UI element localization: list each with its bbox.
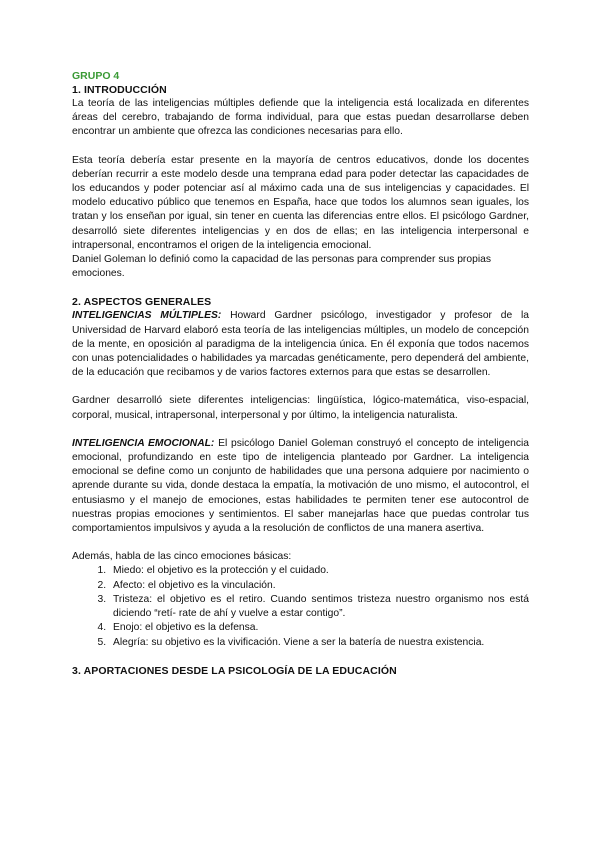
multiple-intelligences-text: Howard Gardner psicólogo, investigador y profesor de la Universidad de Harvard elaboró esta teoría de las inteligencias múltiples, un modelo de concepción de la mente, en oposición al paradigma de la inteligencia única. En él exponía que todos nacemos con unas potencialidades o habilidades ya marcadas genéticamente, pero dependerá del ambiente, de la educación que recibamos y de varios factores externos para que estas se desarrollen. xyxy=(72,310,529,379)
multiple-intelligences-term: INTELIGENCIAS MÚLTIPLES: xyxy=(72,310,222,322)
list-item: 2. Afecto: el objetivo es la vinculación. xyxy=(109,579,529,593)
spacer xyxy=(72,380,529,394)
spacer xyxy=(72,650,529,664)
list-item: 4. Enojo: el objetivo es la defensa. xyxy=(109,621,529,635)
multiple-intelligences-paragraph xyxy=(72,309,529,380)
emotions-intro: Además, habla de las cinco emociones básicas: xyxy=(72,551,292,563)
list-item: 1. Miedo: el objetivo es la protección y el cuidado. xyxy=(109,564,529,578)
spacer xyxy=(72,536,529,550)
list-item: 3. Tristeza: el objetivo es el retiro. Cuando sentimos tristeza nuestro organismo nos está diciendo “retí- rate de ahí y vuelve a estar contigo”. xyxy=(109,593,529,621)
emotions-list xyxy=(72,564,529,649)
contributions-heading: 3. APORTACIONES DESDE LA PSICOLOGÍA DE LA EDUCACIÓN xyxy=(72,664,397,677)
general-heading: 2. ASPECTOS GENERALES xyxy=(72,296,212,309)
gardner-paragraph: Gardner desarrolló siete diferentes inteligencias: lingüística, lógico-matemática, viso-espacial, corporal, musical, intrapersonal, interpersonal y por último, la inteligencia naturalista. xyxy=(72,395,529,421)
emotional-intelligence-paragraph xyxy=(72,437,529,536)
spacer xyxy=(72,140,529,154)
group-label: GRUPO 4 xyxy=(72,70,120,82)
intro-heading: 1. INTRODUCCIÓN xyxy=(72,84,167,96)
intro-paragraph-3: Daniel Goleman lo definió como la capacidad de las personas para comprender sus propias emociones. xyxy=(72,254,491,280)
list-item: 5. Alegría: su objetivo es la vivificación. Viene a ser la batería de nuestra existencia. xyxy=(109,636,529,650)
intro-paragraph-2: Esta teoría debería estar presente en la mayoría de centros educativos, donde los docentes deberían recurrir a este modelo desde una temprana edad para poder detectar las capacidades de los educandos y poder potenciar así al máximo cada una de sus inteligencias y capacidades. El modelo educativo público que tenemos en España, hace que todos los alumnos sean iguales, los tratan y los enseñan por igual, sin tener en cuenta las diferencias entre ellos. El psicólogo Gardner, desarrolló siete diferentes inteligencias y en dos de ellas; en las inteligencia interpersonal e intrapersonal, encontramos el origen de la inteligencia emocional. xyxy=(72,154,529,251)
spacer xyxy=(72,423,529,437)
emotional-intelligence-text: El psicólogo Daniel Goleman construyó el concepto de inteligencia emocional, profundizando en este tipo de inteligencia planteado por Gardner. La inteligencia emocional se define como un conjunto de habilidades que una persona adquiere por nacimiento o aprende durante su vida, donde destaca la empatía, la motivación de uno mismo, el autocontrol, el entusiasmo y el manejo de emociones, estas habilidades te permiten tener ese autocontrol de nuestras propias emociones y sentimientos. El saber manejarlas hace que puedas controlar tus comportamientos impulsivos y ayuda a la resolución de conflictos de una manera asertiva. xyxy=(72,437,529,535)
document-page xyxy=(72,70,529,678)
intro-paragraph-1: La teoría de las inteligencias múltiples defiende que la inteligencia está localizada en diferentes áreas del cerebro, trabajando de forma individual, para que estas puedan desarrollarse deben encontrar un ambiente que ofrezca las condiciones necesarias para ello. xyxy=(72,98,529,138)
spacer xyxy=(72,281,529,295)
emotional-intelligence-term: INTELIGENCIA EMOCIONAL: xyxy=(72,437,215,449)
